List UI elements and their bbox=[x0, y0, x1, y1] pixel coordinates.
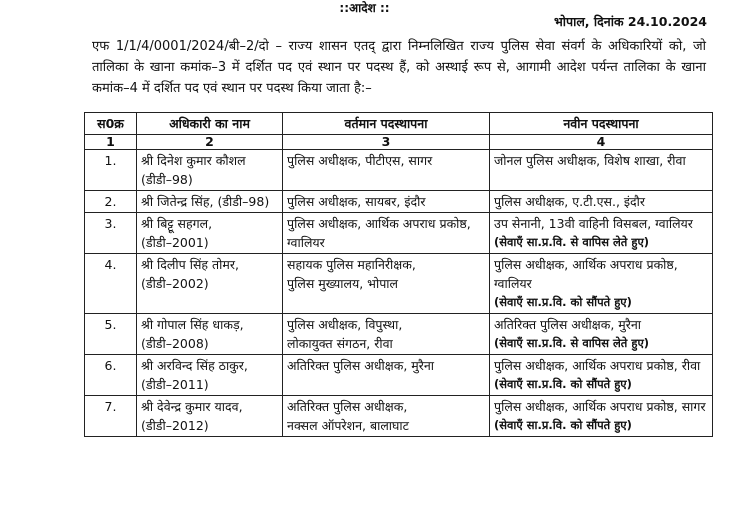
officer-name: (डीडी–2011) bbox=[141, 377, 209, 392]
current-posting: लोकायुक्त संगठन, रीवा bbox=[287, 336, 393, 351]
service-note: (सेवाएँ सा.प्र.वि. से वापिस लेते हुए) bbox=[494, 235, 650, 249]
table-row bbox=[85, 396, 713, 437]
serial-number: 2. bbox=[85, 191, 137, 213]
current-posting-cell bbox=[283, 191, 490, 213]
new-posting: उप सेनानी, 13वी वाहिनी विसबल, ग्वालियर bbox=[494, 216, 693, 231]
officer-name: (डीडी–2002) bbox=[141, 276, 209, 291]
service-note: (सेवाएँ सा.प्र.वि. से वापिस लेते हुए) bbox=[494, 336, 650, 350]
header-serial: स0क्र bbox=[85, 113, 137, 135]
table-row bbox=[85, 150, 713, 191]
column-number: 4 bbox=[490, 135, 713, 150]
column-number-row bbox=[85, 135, 713, 150]
current-posting: पुलिस अधीक्षक, विपुस्था, bbox=[287, 317, 403, 332]
new-posting: पुलिस अधीक्षक, आर्थिक अपराध प्रकोष्ठ, ग्वालियर bbox=[494, 257, 678, 291]
header-new-posting: नवीन पदस्थापना bbox=[490, 113, 713, 135]
table-header-row bbox=[85, 113, 713, 135]
officer-name-cell bbox=[137, 396, 283, 437]
officer-name-cell bbox=[137, 191, 283, 213]
column-number: 3 bbox=[283, 135, 490, 150]
current-posting: पुलिस अधीक्षक, सायबर, इंदौर bbox=[287, 194, 426, 209]
header-officer-name: अधिकारी का नाम bbox=[137, 113, 283, 135]
current-posting: पुलिस अधीक्षक, आर्थिक अपराध प्रकोष्ठ, ग्वालियर bbox=[287, 216, 471, 250]
new-posting: पुलिस अधीक्षक, आर्थिक अपराध प्रकोष्ठ, सागर bbox=[494, 399, 706, 414]
place-date: भोपाल, दिनांक 24.10.2024 bbox=[553, 14, 707, 29]
current-posting-cell bbox=[283, 314, 490, 355]
table-row bbox=[85, 355, 713, 396]
current-posting-cell bbox=[283, 213, 490, 254]
officer-name-cell bbox=[137, 355, 283, 396]
current-posting-cell bbox=[283, 355, 490, 396]
officer-name-cell bbox=[137, 150, 283, 191]
officer-name: (डीडी–2001) bbox=[141, 235, 209, 250]
officer-name: श्री बिट्टू सहगल, bbox=[141, 216, 213, 231]
serial-number: 5. bbox=[85, 314, 137, 355]
current-posting-cell bbox=[283, 396, 490, 437]
current-posting-cell bbox=[283, 150, 490, 191]
officer-name: श्री अरविन्द सिंह ठाकुर, bbox=[141, 358, 248, 373]
new-posting: अतिरिक्त पुलिस अधीक्षक, मुरैना bbox=[494, 317, 642, 332]
serial-number: 3. bbox=[85, 213, 137, 254]
table-row bbox=[85, 314, 713, 355]
serial-number: 6. bbox=[85, 355, 137, 396]
column-number: 1 bbox=[85, 135, 137, 150]
new-posting: पुलिस अधीक्षक, आर्थिक अपराध प्रकोष्ठ, रीवा bbox=[494, 358, 701, 373]
current-posting-cell bbox=[283, 254, 490, 314]
current-posting: अतिरिक्त पुलिस अधीक्षक, bbox=[287, 399, 408, 414]
order-heading: ::आदेश :: bbox=[339, 1, 390, 15]
officer-name: श्री देवेन्द्र कुमार यादव, bbox=[141, 399, 243, 414]
officer-name: श्री दिलीप सिंह तोमर, bbox=[141, 257, 239, 272]
officer-name: (डीडी–2012) bbox=[141, 418, 209, 433]
new-posting: जोनल पुलिस अधीक्षक, विशेष शाखा, रीवा bbox=[494, 153, 686, 168]
new-posting-cell bbox=[490, 213, 713, 254]
current-posting: पुलिस मुख्यालय, भोपाल bbox=[287, 276, 399, 291]
order-intro-paragraph: एफ 1/1/4/0001/2024/बी–2/दो – राज्य शासन एतद् द्वारा निम्नलिखित राज्य पुलिस सेवा संवर्ग के अधिकारियों को, जो तालिका के खाना कमांक–3 में दर्शित पद एवं स्थान पर पदस्थ हैं, को अस्थाई रूप से, आगामी आदेश पर्यन्त तालिका के खाना कमांक–4 में दर्शित पद एवं स्थान पर पदस्थ किया जाता है:– bbox=[92, 39, 706, 96]
officer-name: (डीडी–2008) bbox=[141, 336, 209, 351]
new-posting-cell bbox=[490, 191, 713, 213]
current-posting: अतिरिक्त पुलिस अधीक्षक, मुरैना bbox=[287, 358, 435, 373]
posting-table bbox=[84, 112, 713, 437]
serial-number: 7. bbox=[85, 396, 137, 437]
officer-name-cell bbox=[137, 213, 283, 254]
current-posting: सहायक पुलिस महानिरीक्षक, bbox=[287, 257, 416, 272]
table-row bbox=[85, 213, 713, 254]
header-current-posting: वर्तमान पदस्थापना bbox=[283, 113, 490, 135]
table-row bbox=[85, 191, 713, 213]
column-number: 2 bbox=[137, 135, 283, 150]
officer-name-cell bbox=[137, 254, 283, 314]
table-row bbox=[85, 254, 713, 314]
service-note: (सेवाएँ सा.प्र.वि. को सौंपते हुए) bbox=[494, 295, 632, 309]
serial-number: 1. bbox=[85, 150, 137, 191]
service-note: (सेवाएँ सा.प्र.वि. को सौंपते हुए) bbox=[494, 377, 632, 391]
new-posting-cell bbox=[490, 355, 713, 396]
officer-name: श्री दिनेश कुमार कौशल (डीडी–98) bbox=[141, 153, 246, 187]
current-posting: नक्सल ऑपरेशन, बालाघाट bbox=[287, 418, 409, 433]
officer-name: श्री जितेन्द्र सिंह, (डीडी–98) bbox=[141, 194, 270, 209]
new-posting-cell bbox=[490, 150, 713, 191]
service-note: (सेवाएँ सा.प्र.वि. को सौंपते हुए) bbox=[494, 418, 632, 432]
officer-name-cell bbox=[137, 314, 283, 355]
new-posting-cell bbox=[490, 314, 713, 355]
serial-number: 4. bbox=[85, 254, 137, 314]
officer-name: श्री गोपाल सिंह धाकड़, bbox=[141, 317, 244, 332]
new-posting: पुलिस अधीक्षक, ए.टी.एस., इंदौर bbox=[494, 194, 646, 209]
current-posting: पुलिस अधीक्षक, पीटीएस, सागर bbox=[287, 153, 433, 168]
new-posting-cell bbox=[490, 254, 713, 314]
new-posting-cell bbox=[490, 396, 713, 437]
posting-table-body bbox=[85, 150, 713, 437]
